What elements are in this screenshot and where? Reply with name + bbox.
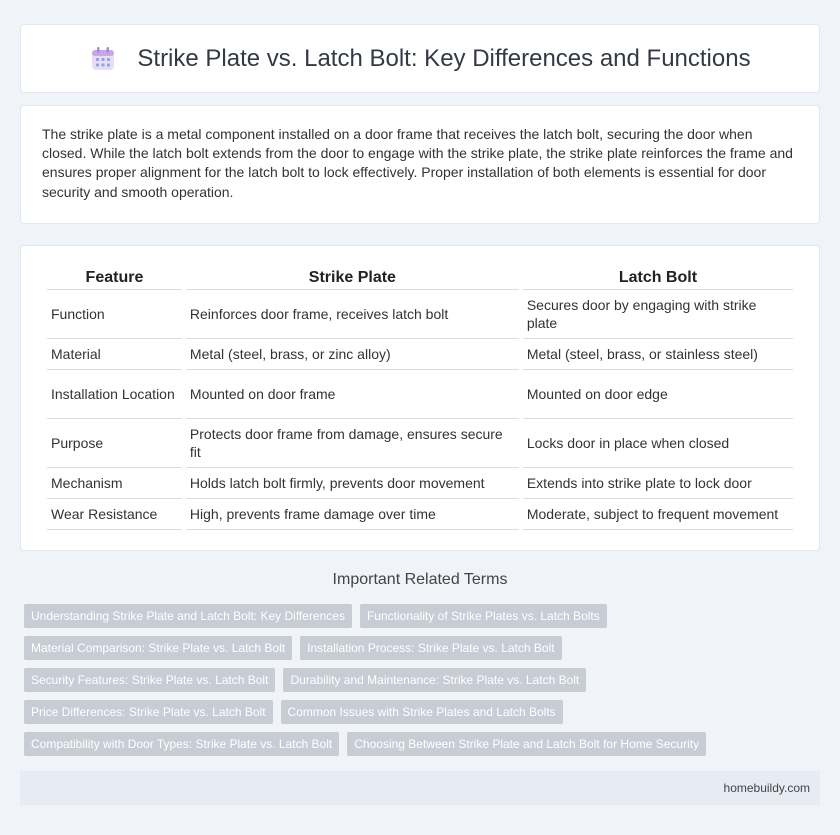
tag-row (24, 732, 824, 756)
related-term-tag[interactable]: Material Comparison: Strike Plate vs. Latch Bolt (24, 636, 292, 660)
table-cell: High, prevents frame damage over time (186, 499, 519, 530)
table-cell: Metal (steel, brass, or stainless steel) (523, 339, 793, 370)
table-cell: Moderate, subject to frequent movement (523, 499, 793, 530)
related-term-tag[interactable]: Security Features: Strike Plate vs. Latch Bolt (24, 668, 275, 692)
table-row (47, 499, 793, 530)
header-latch-bolt: Latch Bolt (523, 266, 793, 290)
comparison-table (43, 266, 797, 530)
table-row (47, 370, 793, 419)
header-feature: Feature (47, 266, 182, 290)
table-cell: Installation Location (47, 370, 182, 419)
related-term-tag[interactable]: Price Differences: Strike Plate vs. Latch Bolt (24, 700, 273, 724)
related-term-tag[interactable]: Functionality of Strike Plates vs. Latch Bolts (360, 604, 607, 628)
footer (20, 771, 820, 805)
related-terms-list (24, 604, 824, 764)
related-term-tag[interactable]: Durability and Maintenance: Strike Plate vs. Latch Bolt (283, 668, 586, 692)
related-terms-title: Important Related Terms (332, 571, 508, 588)
table-cell: Material (47, 339, 182, 370)
related-term-tag[interactable]: Compatibility with Door Types: Strike Plate vs. Latch Bolt (24, 732, 339, 756)
table-row (47, 468, 793, 499)
intro-paragraph: The strike plate is a metal component installed on a door frame that receives the latch bolt, securing the door when closed. While the latch bolt extends from the door to engage with the strike plate, the strike plate reinforces the frame and ensures proper alignment for the latch bolt to lock effectively. Proper installation of both elements is essential for door security and smooth operation. (42, 126, 793, 200)
table-cell: Protects door frame from damage, ensures secure fit (186, 419, 519, 468)
table-cell: Function (47, 290, 182, 339)
table-cell: Mechanism (47, 468, 182, 499)
table-cell: Wear Resistance (47, 499, 182, 530)
related-term-tag[interactable]: Choosing Between Strike Plate and Latch Bolt for Home Security (347, 732, 706, 756)
table-cell: Holds latch bolt firmly, prevents door movement (186, 468, 519, 499)
header-strike-plate: Strike Plate (186, 266, 519, 290)
tag-row (24, 604, 824, 628)
table-cell: Secures door by engaging with strike plate (523, 290, 793, 339)
table-row (47, 419, 793, 468)
title-wrap (89, 45, 750, 73)
table-cell: Purpose (47, 419, 182, 468)
table-cell: Locks door in place when closed (523, 419, 793, 468)
table-cell: Mounted on door frame (186, 370, 519, 419)
title-card (20, 24, 820, 93)
table-header-row (47, 266, 793, 290)
related-term-tag[interactable]: Installation Process: Strike Plate vs. Latch Bolt (300, 636, 561, 660)
table-row (47, 339, 793, 370)
table-cell: Reinforces door frame, receives latch bolt (186, 290, 519, 339)
related-term-tag[interactable]: Common Issues with Strike Plates and Latch Bolts (281, 700, 563, 724)
related-term-tag[interactable]: Understanding Strike Plate and Latch Bolt: Key Differences (24, 604, 352, 628)
tag-row (24, 668, 824, 692)
table-cell: Metal (steel, brass, or zinc alloy) (186, 339, 519, 370)
calendar-icon (89, 45, 117, 73)
page-title: Strike Plate vs. Latch Bolt: Key Differences and Functions (137, 44, 751, 72)
table-row (47, 290, 793, 339)
comparison-table-card (20, 245, 820, 551)
footer-site[interactable]: homebuildy.com (723, 781, 810, 795)
intro-card (20, 105, 820, 224)
tag-row (24, 700, 824, 724)
tag-row (24, 636, 824, 660)
table-cell: Extends into strike plate to lock door (523, 468, 793, 499)
table-cell: Mounted on door edge (523, 370, 793, 419)
